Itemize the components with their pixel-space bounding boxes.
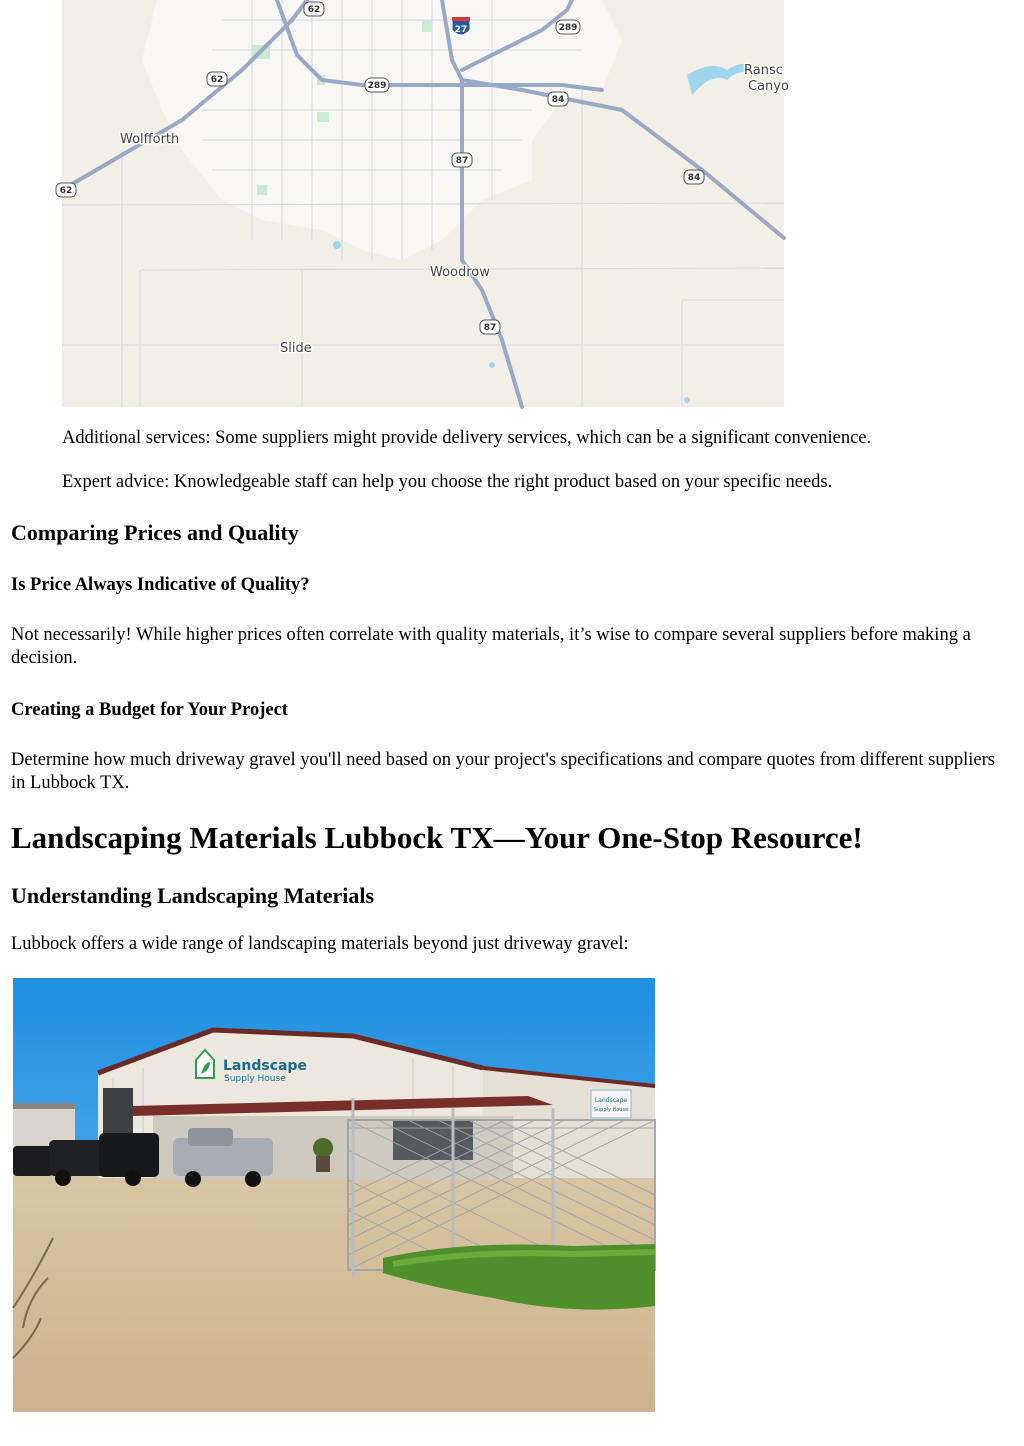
map-label-wolfforth: Wolfforth (120, 132, 180, 147)
svg-text:84: 84 (551, 95, 565, 105)
subheading-understanding: Understanding Landscaping Materials (11, 883, 375, 908)
svg-text:84: 84 (687, 173, 701, 183)
shield-sh289-right (556, 20, 580, 34)
area-map (59, 0, 789, 407)
map-label-woodrow: Woodrow (430, 265, 490, 280)
shield-us62-top (304, 2, 324, 16)
bullet-additional-services: Additional services: Some suppliers might provide delivery services, which can be a significant convenience. (62, 428, 872, 448)
paragraph-price-quality: Not necessarily! While higher prices often correlate with quality materials, it’s wise to compare several suppliers before making a decision. (11, 625, 971, 668)
map-label-canyon: Canyo (748, 79, 789, 94)
svg-text:62: 62 (59, 186, 73, 196)
map-label-ransom: Ransc (744, 63, 783, 78)
sign-line2: Supply House (224, 1074, 286, 1084)
svg-text:87: 87 (455, 156, 469, 166)
shield-i27 (452, 17, 470, 35)
side-sign-line1: Landscape (594, 1097, 628, 1104)
sign-line1: Landscape (223, 1058, 307, 1074)
subheading-price-quality: Is Price Always Indicative of Quality? (11, 575, 310, 595)
paragraph-budget: Determine how much driveway gravel you'll need based on your project's specifications and compare quotes from different suppliers in Lubbock TX. (11, 750, 995, 793)
subheading-budget: Creating a Budget for Your Project (11, 700, 288, 720)
landscape-supply-house-photo (13, 978, 655, 1412)
svg-text:289: 289 (558, 23, 578, 33)
shield-us87-upper (452, 153, 472, 167)
shield-us62-left (207, 72, 227, 86)
shield-us87-lower (480, 320, 500, 334)
shield-us84-top (548, 92, 568, 106)
side-sign-line2: Supply House (593, 1107, 629, 1113)
shield-sh289-center (365, 78, 389, 92)
paragraph-landscaping-range: Lubbock offers a wide range of landscaping materials beyond just driveway gravel: (11, 934, 629, 954)
svg-text:62: 62 (210, 75, 224, 85)
svg-text:289: 289 (367, 81, 387, 91)
shield-us84-right (684, 170, 704, 184)
bullet-expert-advice: Expert advice: Knowledgeable staff can help you choose the right product based on your specific needs. (62, 472, 833, 492)
shield-us62-edge (56, 183, 76, 197)
svg-text:87: 87 (483, 323, 497, 333)
svg-text:62: 62 (307, 5, 321, 15)
svg-text:27: 27 (454, 25, 468, 35)
map-label-slide: Slide (280, 341, 312, 356)
heading-landscaping-materials: Landscaping Materials Lubbock TX—Your One-Stop Resource! (11, 820, 863, 855)
heading-comparing-prices: Comparing Prices and Quality (11, 520, 299, 545)
